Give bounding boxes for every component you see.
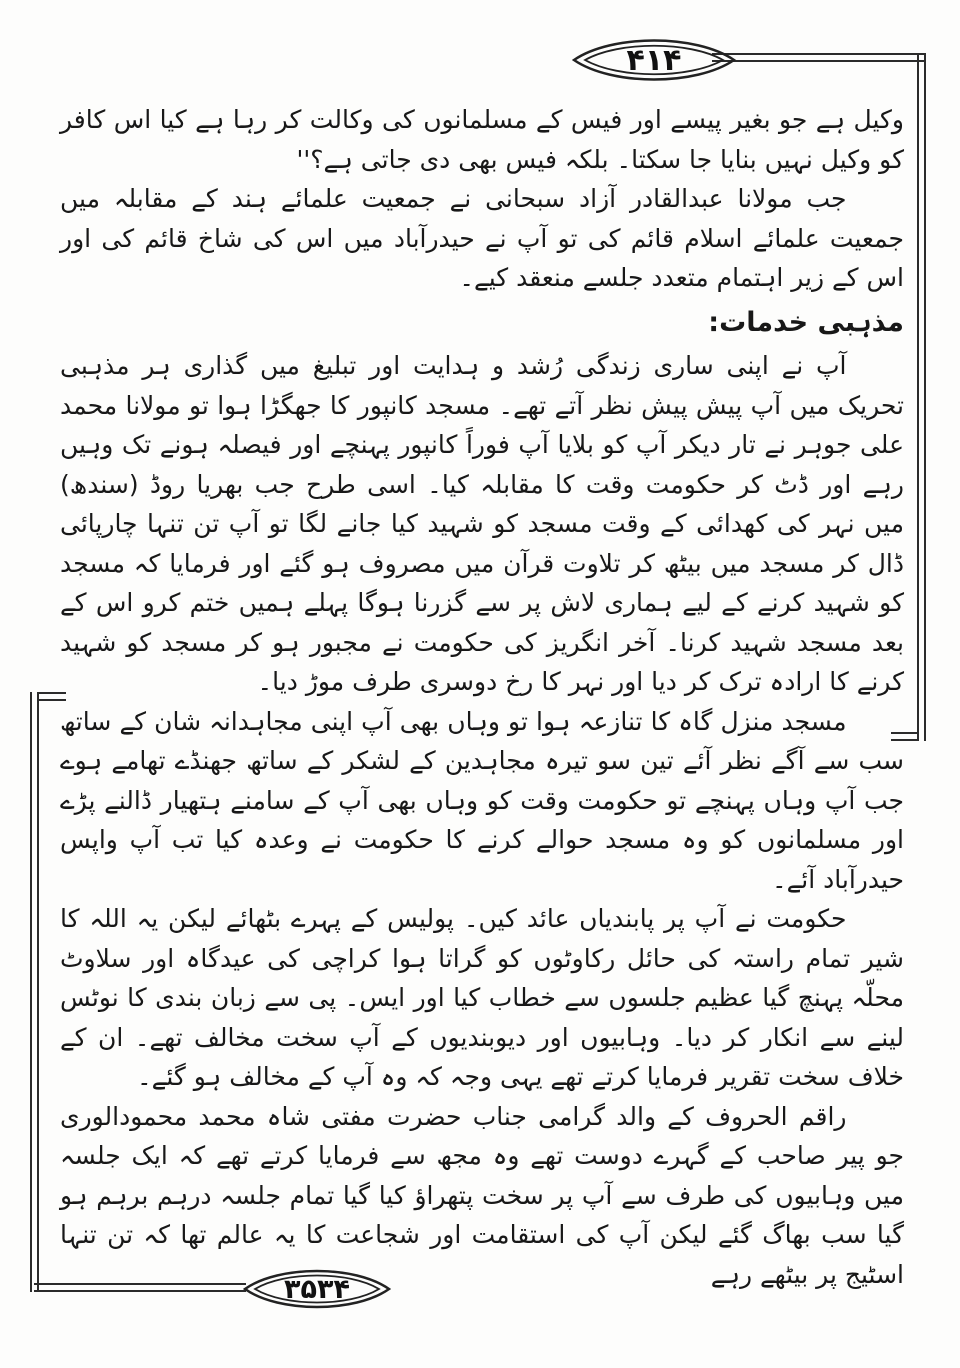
paragraph-masjid-manzilgah: مسجد منزل گاہ کا تنازعہ ہوا تو وہاں بھی آپ اپنی مجاہدانہ شان کے ساتھ سب سے آگے نظر آئے تین سو تیرہ مجاہدین کے لشکر کے ساتھ جھنڈے تھامے ہوے جب آپ وہاں پہنچے تو حکومت وقت کو وہاں بھی آپ کے سامنے ہتھیار ڈالنے پڑے اور مسلمانوں کو وہ مسجد حوالے کرنے کا حکومت نے وعدہ کیا تب آپ واپس حیدرآباد آئے۔ [60,706,904,894]
paragraph-religious-services: آپ نے اپنی ساری زندگی رُشد و ہدایت اور تبلیغ میں گذاری ہر مذہبی تحریک میں آپ پیش پیش نظر آتے تھے۔ مسجد کانپور کا جھگڑا ہوا تو مولانا محمد علی جوہر نے تار دیکر آپ کو بلایا آپ فوراً کانپور پہنچے اور فیصلہ ہونے تک وہیں رہے اور ڈٹ کر حکومت وقت کا مقابلہ کیا۔ اسی طرح جب بھریا روڈ (سندھ) میں نہر کی کھدائی کے وقت مسجد کو شہید کیا جانے لگا تو آپ تن تنہا چارپائی ڈال کر مسجد میں بیٹھ کر تلاوت قرآن میں مصروف ہو گئے اور فرمایا کہ مسجد کو شہید کرنے کے لیے ہماری لاش پر سے گزرنا ہوگا پہلے ہمیں ختم کرو اس کے بعد مسجد شہید کرنا۔ آخر انگریز کی حکومت نے مجبور ہو کر مسجد کو شہید کرنے کا ارادہ ترک کر دیا اور نہر کا رخ دوسری طرف موڑ دیا۔ [60,351,904,697]
page-number-bottom: ۳۵۳۴ [284,1273,350,1305]
page-text [60,100,904,1294]
border-left-vertical [30,692,39,1292]
paragraph-continuation: وکیل ہے جو بغیر پیسے اور فیس کے مسلمانوں کی وکالت کر رہا ہے کیا اس کافر کو وکیل نہیں بنایا جا سکتا۔ بلکہ فیس بھی دی جاتی ہے؟'' [60,105,904,174]
top-page-number-cartouche [572,30,736,90]
paragraph-jamiat: جب مولانا عبدالقادر آزاد سبحانی نے جمعیت علمائے ہند کے مقابلہ میں جمعیت علمائے اسلام قائم کی تو آپ نے حیدرآباد میں اس کی شاخ قائم کی اور اس کے زیر اہتمام متعدد جلسے منعقد کیے۔ [60,184,904,292]
paragraph-government-restrictions: حکومت نے آپ پر پابندیاں عائد کیں۔ پولیس کے پہرے بٹھائے لیکن یہ اللہ کا شیر تمام راستہ کی حائل رکاوٹوں کو گراتا ہوا کراچی کی عیدگاہ اور سلاوٹ محلّہ پہنچ گیا عظیم جلسوں سے خطاب کیا اور ایس۔ پی سے زبان بندی کا نوٹس لینے سے انکار کر دیا۔ وہابیوں اور دیوبندیوں کے آپ سخت مخالف تھے۔ ان کے خلاف سخت تقریر فرمایا کرتے تھے یہی وجہ کہ وہ آپ کے مخالف ہو گئے۔ [60,904,904,1092]
paragraph-father-account: راقم الحروف کے والد گرامی جناب حضرت مفتی شاہ محمد محمودالوری جو پیر صاحب کے گہرے دوست تھے وہ مجھ سے فرمایا کرتے تھے کہ ایک جلسہ میں وہابیوں کی طرف سے آپ پر سخت پتھراؤ کیا گیا تمام جلسہ درہم برہم ہو گیا سب بھاگ گئے لیکن آپ کی استقامت اور شجاعت کا یہ عالم تھا کہ تن تنہا اسٹیج پر بیٹھے رہے [60,1101,904,1289]
page-number-top: ۴۱۴ [626,42,682,78]
border-top-right-horizontal [712,53,926,62]
section-heading-religious-services: مذہبی خدمات: [708,306,904,338]
border-right-vertical [917,53,926,741]
